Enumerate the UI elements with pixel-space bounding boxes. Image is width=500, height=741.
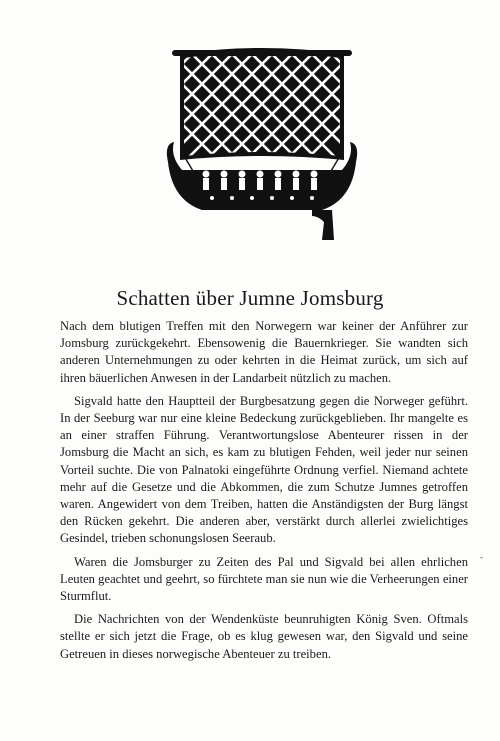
- paragraph: Nach dem blutigen Treffen mit den Norwegern war keiner der Anführer zur Jomsburg zurückgekehrt. Ebensowenig die Bauernkrieger. Sie wandten sich anderen Unternehmungen zu oder kehrten in die Heimat zurück, um sich auf ihren bäuerlichen Anwesen in der Landarbeit nützlich zu machen.: [60, 319, 468, 385]
- chapter-title: Schatten über Jumne Jomsburg: [116, 286, 384, 310]
- chapter-body: [60, 318, 468, 669]
- paragraph: Die Nachrichten von der Wendenküste beunruhigten König Sven. Oftmals stellte er sich jetzt die Frage, ob es klug gewesen war, den Sigvald und seine Getreuen in dieses norwegische Abenteuer zu treiben.: [60, 612, 468, 661]
- paragraph: Waren die Jomsburger zu Zeiten des Pal und Sigvald bei allen ehrlichen Leuten geachtet und geehrt, so fürchtete man sie nun wie die Verheerungen einer Sturmflut.: [60, 554, 468, 604]
- margin-mark: -: [480, 552, 483, 562]
- viking-ship-icon: [162, 44, 362, 242]
- paragraph: Sigvald hatte den Hauptteil der Burgbesatzung gegen die Norweger geführt. In der Seeburg war nur eine kleine Bedeckung zurückgeblieben. Ihr mangelte es an einer straffen Führung. Verantwortungslose Abenteurer rissen in der Jomsburg die Macht an sich, es kam zu blutigen Fehden, weil jeder nur seinen Vorteil suchte. Die von Palnatoki eingeführte Ordnung verfiel. Niemand achtete mehr auf die Gesetze und die Abkommen, die zum Schutze Jumnes getroffen waren. Angewidert von dem Treiben, hatten die Anständigsten der Burg längst den Rücken gekehrt. Die anderen aber, verstärkt durch allerlei zwielichtiges Gesindel, trieben schonungslosen Seeraub.: [60, 393, 468, 546]
